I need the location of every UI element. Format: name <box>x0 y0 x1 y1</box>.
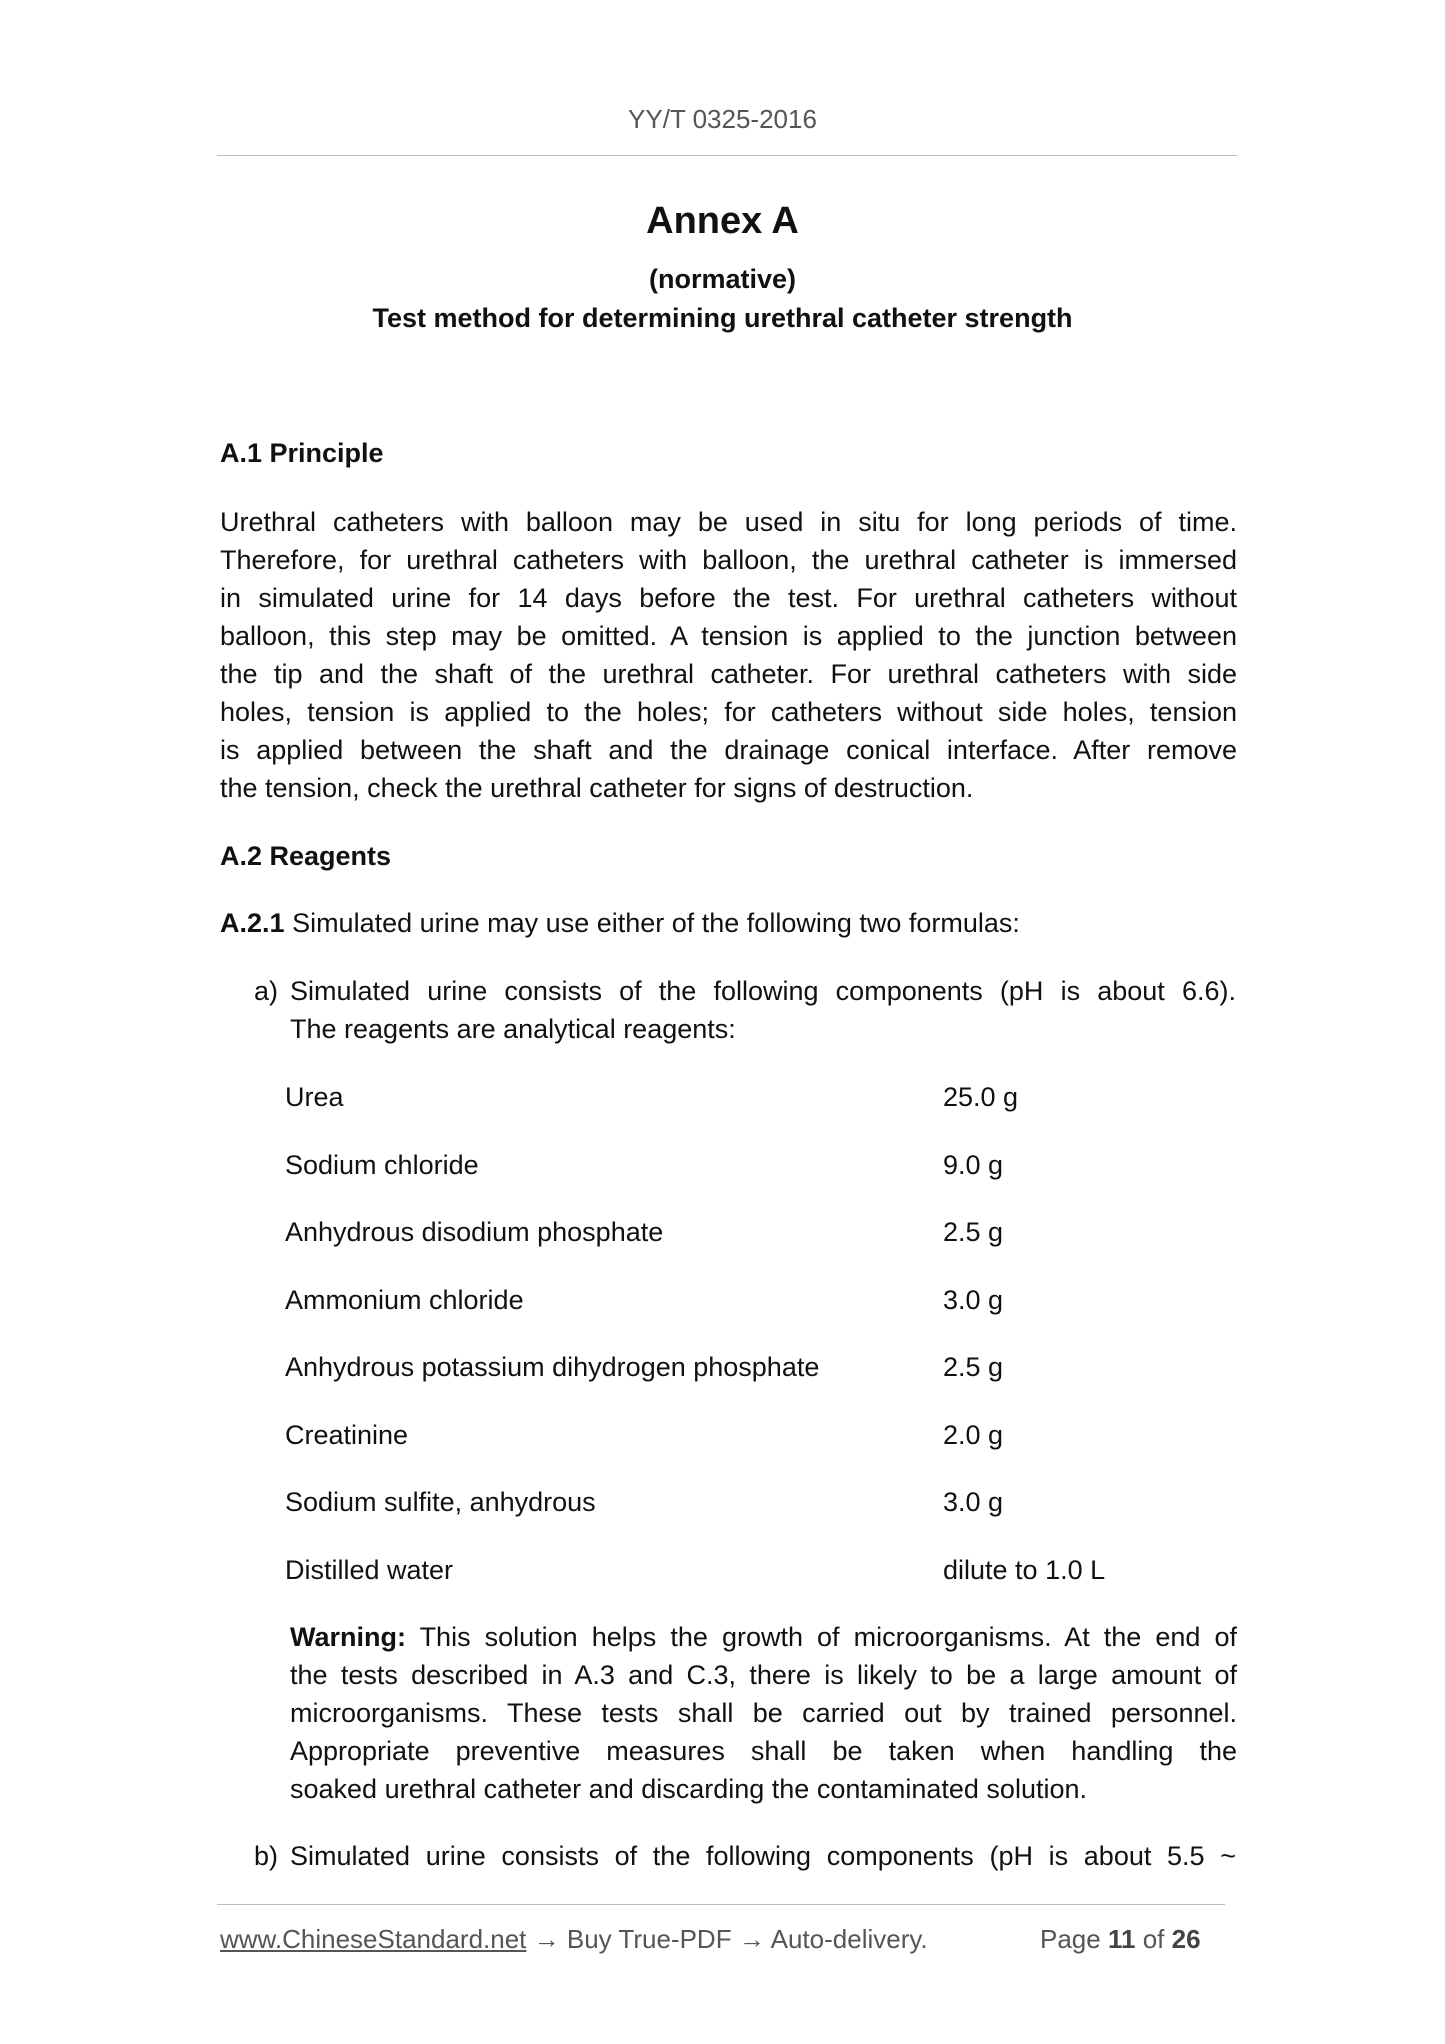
warning-label: Warning: <box>290 1622 406 1652</box>
list-marker-a: a) <box>254 976 279 1006</box>
list-item-a <box>0 972 1445 1052</box>
reagent-amount: 2.5 g <box>943 1217 1004 1247</box>
section-a2-heading: A.2 Reagents <box>220 841 392 871</box>
section-a1-paragraph <box>220 503 1237 807</box>
list-marker-b: b) <box>254 1841 279 1871</box>
reagent-row <box>285 1483 1237 1521</box>
reagent-name: Sodium sulfite, anhydrous <box>285 1487 596 1517</box>
reagent-amount: 3.0 g <box>943 1285 1004 1315</box>
page-label: Page <box>1040 1924 1101 1954</box>
reagent-row <box>285 1281 1237 1319</box>
warning-line <box>290 1618 1237 1656</box>
reagent-name: Sodium chloride <box>285 1150 479 1180</box>
reagent-row <box>285 1078 1237 1116</box>
clause-a21-text: Simulated urine may use either of the following two formulas: <box>292 908 1020 938</box>
reagent-name: Ammonium chloride <box>285 1285 524 1315</box>
section-a1-heading: A.1 Principle <box>220 438 384 468</box>
clause-a21-label: A.2.1 <box>220 908 285 938</box>
list-item-a-text <box>290 972 1236 1048</box>
page-total: 26 <box>1171 1924 1201 1954</box>
reagent-amount: 25.0 g <box>943 1082 1019 1112</box>
reagent-amount: 3.0 g <box>943 1487 1004 1517</box>
list-item-line: Simulated urine consists of the following components (pH is about 6.6). <box>290 976 1236 1006</box>
annex-subtitle: Test method for determining urethral catheter strength <box>372 303 1073 333</box>
clause-a21 <box>220 904 1237 942</box>
warning-line: the tests described in A.3 and C.3, there is likely to be a large amount of <box>290 1660 1237 1690</box>
reagent-amount: 2.0 g <box>943 1420 1004 1450</box>
arrow-right-icon: → <box>533 1924 560 1954</box>
footer-divider <box>217 1904 1225 1905</box>
reagent-row <box>285 1348 1237 1386</box>
footer-promo <box>220 1924 928 1955</box>
warning-note <box>290 1618 1237 1808</box>
paragraph-line: Urethral catheters with balloon may be used in situ for long periods of time. <box>220 507 1237 537</box>
reagent-name: Anhydrous potassium dihydrogen phosphate <box>285 1352 820 1382</box>
buy-true-pdf-text: Buy True-PDF <box>566 1924 732 1954</box>
reagent-name: Urea <box>285 1082 344 1112</box>
annex-type: (normative) <box>648 264 797 294</box>
of-label: of <box>1142 1924 1165 1954</box>
list-item-b <box>0 1837 1445 1877</box>
page-current: 11 <box>1107 1924 1136 1954</box>
arrow-right-icon: → <box>738 1924 765 1954</box>
paragraph-line: is applied between the shaft and the drainage conical interface. After remove <box>220 735 1237 765</box>
warning-line: soaked urethral catheter and discarding the contaminated solution. <box>290 1774 1088 1804</box>
annex-title: Annex A <box>646 200 799 242</box>
paragraph-line: in simulated urine for 14 days before the test. For urethral catheters without <box>220 583 1237 613</box>
reagent-row <box>285 1416 1237 1454</box>
reagent-amount: 2.5 g <box>943 1352 1004 1382</box>
reagent-row <box>285 1551 1237 1589</box>
website-link[interactable]: www.ChineseStandard.net <box>220 1924 527 1954</box>
document-code-header: YY/T 0325-2016 <box>628 104 817 134</box>
auto-delivery-text: Auto-delivery. <box>770 1924 928 1954</box>
paragraph-line: holes, tension is applied to the holes; for catheters without side holes, tension <box>220 697 1237 727</box>
reagent-name: Anhydrous disodium phosphate <box>285 1217 664 1247</box>
reagent-name: Distilled water <box>285 1555 454 1585</box>
reagent-row <box>285 1146 1237 1184</box>
header-divider <box>217 155 1237 156</box>
reagent-amount: dilute to 1.0 L <box>943 1555 1106 1585</box>
warning-line: microorganisms. These tests shall be carried out by trained personnel. <box>290 1698 1237 1728</box>
list-item-line: Simulated urine consists of the following components (pH is about 5.5 ~ <box>290 1841 1236 1871</box>
paragraph-line: balloon, this step may be omitted. A tension is applied to the junction between <box>220 621 1237 651</box>
reagent-row <box>285 1213 1237 1251</box>
reagent-name: Creatinine <box>285 1420 409 1450</box>
paragraph-line: Therefore, for urethral catheters with balloon, the urethral catheter is immersed <box>220 545 1237 575</box>
list-item-line: The reagents are analytical reagents: <box>290 1014 736 1044</box>
reagent-amount: 9.0 g <box>943 1150 1004 1180</box>
list-item-b-text <box>290 1837 1236 1875</box>
warning-line: Appropriate preventive measures shall be taken when handling the <box>290 1736 1237 1766</box>
paragraph-line: the tension, check the urethral catheter for signs of destruction. <box>220 773 974 803</box>
warning-text: This solution helps the growth of microorganisms. At the end of <box>419 1622 1238 1652</box>
paragraph-line: the tip and the shaft of the urethral catheter. For urethral catheters with side <box>220 659 1237 689</box>
page-number <box>1040 1924 1201 1955</box>
